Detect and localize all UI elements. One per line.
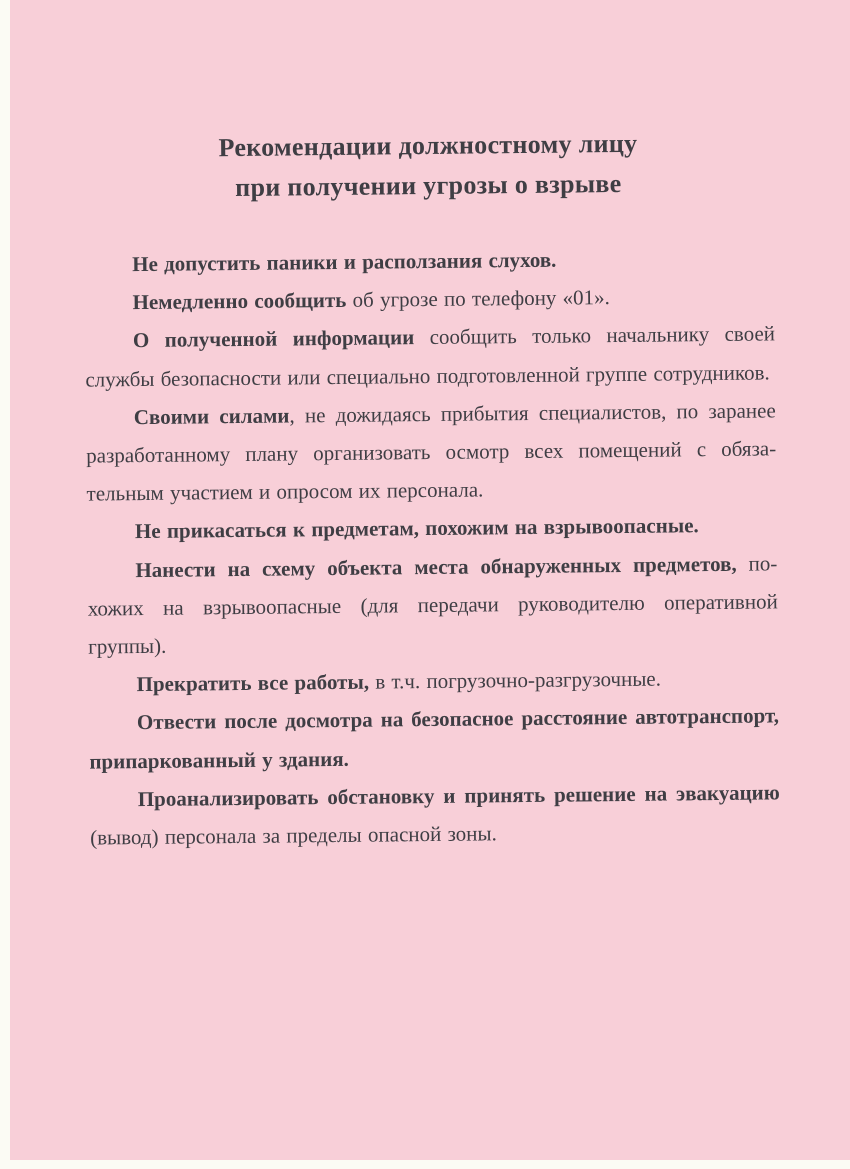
paragraph-text: похожих на взрывоопасные (для передачи руководителю оперативной группы). xyxy=(87,551,778,659)
paragraph-text: (вывод) персонала за пределы опасной зоны. xyxy=(90,821,497,850)
paragraph-lead-bold: Немедленно сообщить xyxy=(132,288,347,315)
paragraph xyxy=(89,697,780,781)
document-content xyxy=(81,0,780,857)
paragraph-lead-bold: Отвести после досмотра на безопасное расстояние автотранспорт, припаркованный у здания. xyxy=(89,703,780,774)
paragraph-lead-bold: О полученной информации xyxy=(132,325,415,353)
paragraph-lead-bold: Не допустить паники и расползания слухов. xyxy=(132,247,557,277)
paragraph xyxy=(87,544,778,666)
paragraph-text: , не дожидаясь прибытия специалистов, по заранее разработанному плану организовать осмотр всех помещений с обязательным участием и опросом их персонала. xyxy=(86,398,777,506)
paragraph xyxy=(85,315,776,399)
paragraph-lead-bold: Нанести на схему объекта места обнаруженных предметов, xyxy=(135,551,737,582)
paragraph xyxy=(87,506,777,551)
paragraph-lead-bold: Не прикасаться к предметам, похожим на взрывоопасные. xyxy=(134,513,699,544)
paragraph-list xyxy=(84,238,780,856)
paragraph xyxy=(90,773,781,857)
paper-sheet xyxy=(10,0,850,1160)
paragraph-lead-bold: Проанализировать обстановку и принять решение на эвакуацию xyxy=(137,780,780,811)
paragraph-lead-bold: Прекратить все работы, xyxy=(136,669,370,697)
title-line-1: Рекомендации должностному лицу xyxy=(218,128,638,163)
title-line-2: при получении угрозы о взрыве xyxy=(235,168,622,203)
paragraph-text: об угрозе по телефону «01». xyxy=(346,285,610,313)
paragraph xyxy=(86,391,777,513)
paragraph-text: сообщить только начальнику своей службы безопасности или специально подготовленной группе сотрудников. xyxy=(85,321,776,392)
document-title xyxy=(83,122,774,209)
paragraph-text: в т.ч. погрузочно-разгрузочные. xyxy=(368,666,662,694)
paragraph-lead-bold: Своими силами xyxy=(133,403,290,429)
